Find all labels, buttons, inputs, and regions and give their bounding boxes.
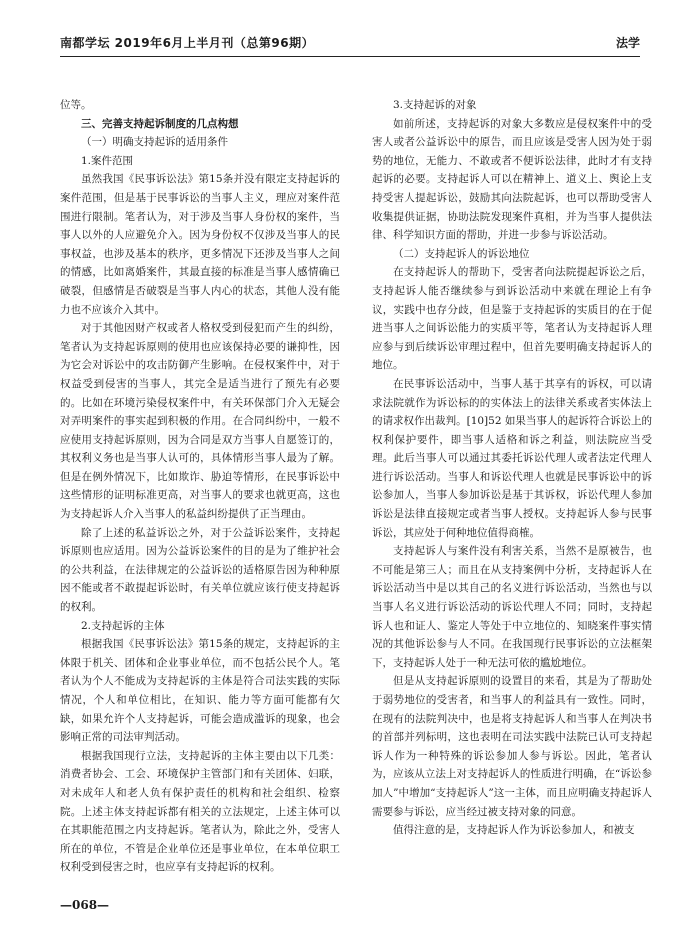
right-heading: 3.支持起诉的对象 xyxy=(393,99,477,111)
left-heading: （一）明确支持起诉的适用条件 xyxy=(81,136,228,149)
left-heading: 2.支持起诉的主体 xyxy=(81,619,165,632)
left-paragraph: 根据我国现行立法，支持起诉的主体主要由以下几类：消费者协会、工会、环境保护主管部门和有关团体、妇联，对未成年人和老人负有保护责任的机构和社会组织、检察院。上述主体支持起诉都有相关的立法规定，上述主体可以在其职能范围之内支持起诉。笔者认为，除此之外，受害人所在的单位，不管是企业单位还是事业单位，在本单位职工权利受到侵害之时，也应享有支持起诉的权利。 xyxy=(60,749,340,874)
left-paragraph: 位等。 xyxy=(60,99,92,111)
right-column xyxy=(372,96,652,840)
left-heading: 三、完善支持起诉制度的几点构想 xyxy=(81,117,239,130)
right-paragraph: 在支持起诉人的帮助下，受害者向法院提起诉讼之后，支持起诉人能否继续参与到诉讼活动中来就在理论上有争议，实践中也存分歧，但是鉴于支持起诉的实质目的在于促进当事人之间诉讼能力的实质平等，笔者认为支持起诉人理应参与到后续诉讼审理过程中，但首先要明确支持起诉人的地位。 xyxy=(372,266,652,372)
right-heading: （二）支持起诉人的诉讼地位 xyxy=(393,247,530,260)
journal-title: 南都学坛 2019年6月上半月刊（总第96期） xyxy=(60,36,315,50)
page-number: —068— xyxy=(60,898,110,912)
right-paragraph: 如前所述，支持起诉的对象大多数应是侵权案件中的受害人或者公益诉讼中的原告，而且应该是受害人因为处于弱势的地位，无能力、不敢或者不便诉讼法律，此时才有支持起诉的必要。支持起诉人可以在精神上、道义上、舆论上支持受害人提起诉讼，鼓励其向法院起诉，也可以帮助受害人收集提供证据，协助法院发现案件真相，并为当事人提供法律、科学知识方面的帮助，并进一步参与诉讼活动。 xyxy=(372,117,652,242)
right-paragraph: 值得注意的是，支持起诉人作为诉讼参加人，和被支 xyxy=(393,824,635,837)
left-paragraph: 除了上述的私益诉讼之外，对于公益诉讼案件，支持起诉原则也应适用。因为公益诉讼案件的目的是为了维护社会的公共利益，在法律规定的公益诉讼的适格原告因为种种原因不能或者不敢提起诉讼时，有关单位就应该行使支持起诉的权利。 xyxy=(60,526,340,614)
right-paragraph: 支持起诉人与案件没有利害关系，当然不是原被告，也不可能是第三人；而且在从支持案例中分析，支持起诉人在诉讼活动当中是以其自己的名义进行诉讼活动，当然也与以当事人名义进行诉讼活动的诉讼代理人不同；同时，支持起诉人也和证人、鉴定人等处于中立地位的、知晓案件事实情况的其他诉讼参与人不同。在我国现行民事诉讼的立法框架下，支持起诉人处于一种无法可依的尴尬地位。 xyxy=(372,545,652,669)
section-label: 法学 xyxy=(615,36,640,50)
left-heading: 1.案件范围 xyxy=(81,154,134,167)
right-paragraph: 在民事诉讼活动中，当事人基于其享有的诉权，可以请求法院就作为诉讼标的的实体法上的法律关系或者实体法上的请求权作出裁判。[10]52 如果当事人的起诉符合诉讼上的权利保护要件，即当事人适格和诉之利益，则法院应当受理。此后当事人可以通过其委托诉讼代理人或者法定代理人进行诉讼活动。当事人和诉讼代理人也就是民事诉讼中的诉讼参加人，当事人参加诉讼是基于其诉权，诉讼代理人参加诉讼是法律直接规定或者当事人授权。支持起诉人参与民事诉讼，其应处于何种地位值得商榷。 xyxy=(372,377,652,539)
left-paragraph: 根据我国《民事诉讼法》第15条的规定，支持起诉的主体限于机关、团体和企业事业单位，而不包括公民个人。笔者认为个人不能成为支持起诉的主体是符合司法实践的实际情况，个人和单位相比，在知识、能力等方面可能都有欠缺，如果允许个人支持起诉，可能会造成滥诉的现象，也会影响正常的司法审判活动。 xyxy=(60,638,340,744)
left-paragraph: 对于其他因财产权或者人格权受到侵犯而产生的纠纷，笔者认为支持起诉原则的使用也应该保持必要的谦抑性，因为它会对诉讼中的攻击防御产生影响。在侵权案件中，对于权益受到侵害的当事人，其完全是适当进行了预先有必要的。比如在环境污染侵权案件中，有关环保部门介入无疑会对弄明案件的事实起到积极的作用。在合同纠纷中，一般不应使用支持起诉原则，因为合同是双方当事人自愿签订的，其权利义务也是当事人认可的，具体情形当事人最为了解。但是在例外情况下，比如欺诈、胁迫等情形，在民事诉讼中这些情形的证明标准更高，对当事人的要求也就更高，这也为支持起诉人介入当事人的私益纠纷提供了正当理由。 xyxy=(60,322,340,521)
page-header xyxy=(60,34,640,57)
left-column xyxy=(60,96,340,877)
left-paragraph: 虽然我国《民事诉讼法》第15条并没有限定支持起诉的案件范围，但是基于民事诉讼的当事人主义，理应对案件范围进行限制。笔者认为，对于涉及当事人身份权的案件，当事人以外的人应避免介入。因为身份权不仅涉及当事人的民事权益，也涉及基本的秩序，更多情况下还涉及当事人之间的情感，比如离婚案件，其最直接的标准是当事人感情确已破裂，但感情是否破裂是当事人内心的状态，其他人没有能力也不应该介入其中。 xyxy=(60,173,340,316)
right-paragraph: 但是从支持起诉原则的设置目的来看，其是为了帮助处于弱势地位的受害者，和当事人的利益具有一致性。同时，在现有的法院判决中，也是将支持起诉人和当事人在判决书的首部并列标明，这也表明在司法实践中法院已认可支持起诉人作为一种特殊的诉讼参加人参与诉讼。因此，笔者认为，应该从立法上对支持起诉人的性质进行明确，在“诉讼参加人”中增加“支持起诉人”这一主体，而且应明确支持起诉人需要参与诉讼，应当经过被支持对象的同意。 xyxy=(372,675,652,818)
